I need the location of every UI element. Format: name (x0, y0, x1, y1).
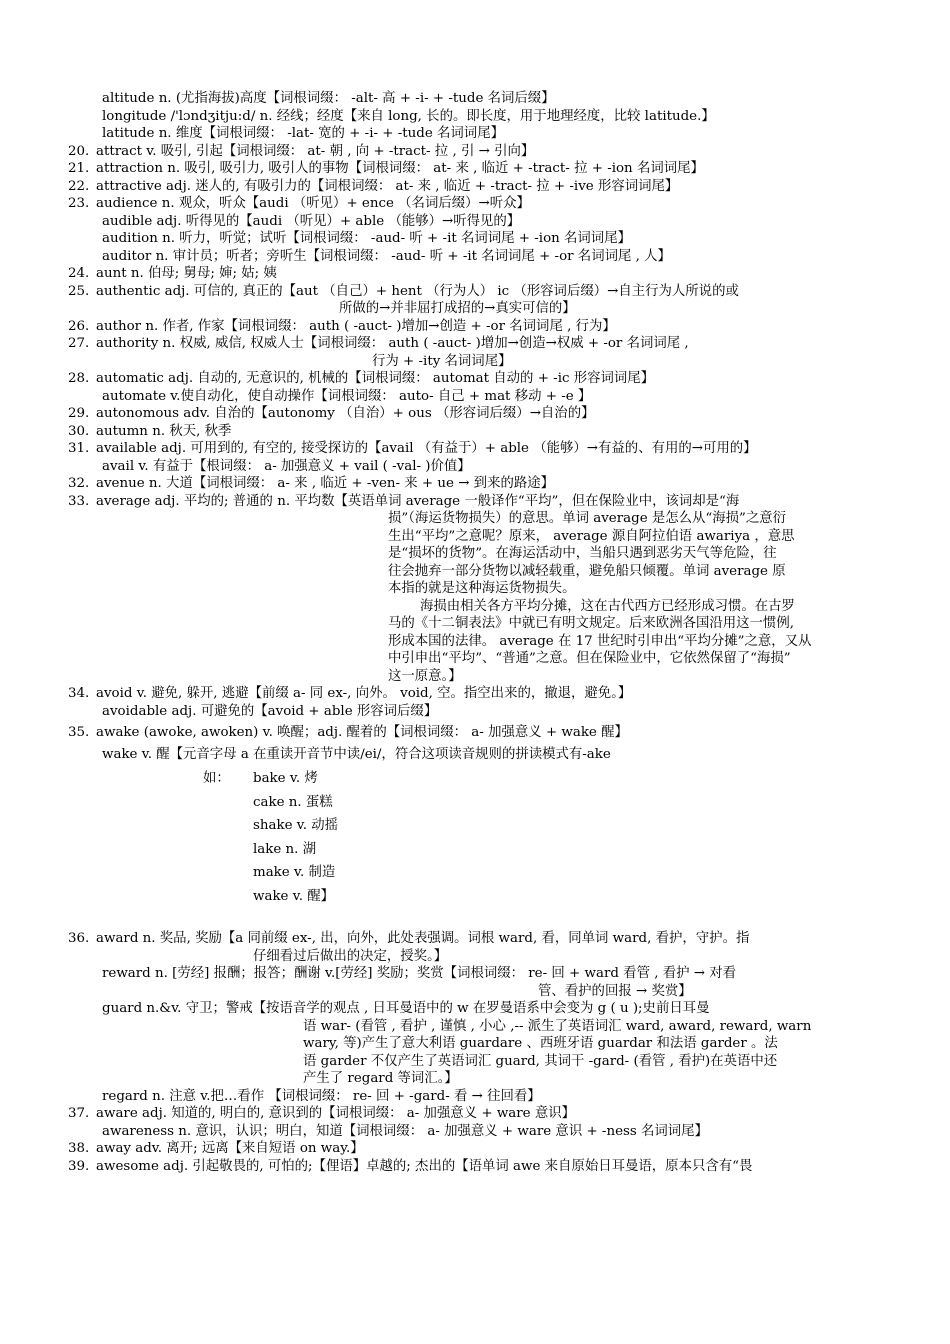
sub-entry-text: reward n. [劳经] 报酬；报答；酬谢 v.[劳经] 奖励；奖赏【词根词缀： re- 回 + ward 看管 , 看护 → 对看 (102, 966, 737, 981)
example-word: make v. 制造 (253, 865, 336, 880)
entry-text: aware adj. 知道的, 明白的, 意识到的【词根词缀： a- 加强意义 + ware 意识】 (96, 1106, 576, 1121)
continuation-text: 语 garder 不仅产生了英语词汇 guard, 其词干 -gard- (看管 , 看护)在英语中还 (303, 1053, 778, 1069)
sub-entry-text: longitude /'lɔndʒitju:d/ n. 经线；经度【来自 long, 长的。即长度，用于地理经度，比较 latitude.】 (102, 108, 715, 124)
entry-line (0, 685, 950, 703)
entry-number: 25. (68, 283, 90, 299)
entry-line (0, 265, 950, 283)
continuation-line (0, 563, 950, 581)
sub-entry-line (0, 1088, 950, 1106)
entry-line (0, 143, 950, 161)
entry-line (0, 1158, 950, 1176)
entry-line (0, 405, 950, 423)
vocabulary-document (0, 90, 950, 1175)
example-word: shake v. 动摇 (253, 818, 339, 833)
entry-text: available adj. 可用到的, 有空的, 接受探访的【avail （有益于）+ able （能够）→有益的、有用的→可用的】 (96, 441, 757, 456)
entry-line (0, 930, 950, 948)
entry-text: author n. 作者, 作家【词根词缀： auth ( -auct- )增加→创造 + -or 名词词尾 , 行为】 (96, 318, 616, 334)
continuation-line (0, 1053, 950, 1071)
entry-line (0, 493, 950, 511)
continuation-line (0, 615, 950, 633)
entry-number: 24. (68, 266, 90, 281)
continuation-line (0, 948, 950, 966)
sub-entry-line (0, 703, 950, 721)
entry-line (0, 423, 950, 441)
entry-text: attractive adj. 迷人的, 有吸引力的【词根词缀： at- 来 , 临近 + -tract- 拉 + -ive 形容词词尾】 (96, 178, 679, 194)
continuation-line (0, 598, 950, 616)
continuation-text: 往会抛弃一部分货物以减轻载重，避免船只倾覆。单词 average 原 (388, 563, 786, 579)
entry-number: 34. (68, 686, 90, 701)
entry-number: 36. (68, 931, 90, 946)
sub-entry-text: automate v.使自动化，使自动操作【词根词缀： auto- 自己 + mat 移动 + -e 】 (102, 388, 592, 404)
entry-number: 21. (68, 161, 90, 176)
entry-text: autumn n. 秋天, 秋季 (96, 423, 232, 439)
example-line (0, 767, 950, 791)
continuation-text: wary, 等)产生了意大利语 guardare 、西班牙语 guardar 和法语 garder 。法 (303, 1036, 778, 1051)
example-word: cake n. 蛋糕 (253, 794, 333, 810)
example-line (0, 814, 950, 838)
continuation-text: 这一原意。】 (388, 668, 462, 684)
entry-line (0, 1140, 950, 1158)
sub-entry-line (0, 388, 950, 406)
continuation-line (0, 510, 950, 528)
entry-number: 22. (68, 178, 90, 194)
example-line (0, 838, 950, 862)
entry-text: aunt n. 伯母; 舅母; 婶; 姑; 姨 (96, 266, 277, 281)
continuation-text: 马的《十二铜表法》中就已有明文规定。后来欧洲各国沿用这一惯例, (388, 616, 794, 631)
sub-entry-line (0, 125, 950, 143)
entry-text: avoid v. 避免, 躲开, 逃避【前缀 a- 同 ex-, 向外。 void, 空。指空出来的，撤退，避免。】 (96, 686, 632, 701)
entry-line (0, 178, 950, 196)
entry-line (0, 160, 950, 178)
sub-entry-text: guard n.&v. 守卫；警戒【按语音学的观点 , 日耳曼语中的 w 在罗曼语系中会变为 g ( u );史前日耳曼 (102, 1001, 710, 1016)
continuation-text: 产生了 regard 等词汇。】 (303, 1071, 458, 1086)
continuation-text: 仔细看过后做出的决定，授奖。】 (253, 948, 448, 964)
sub-entry-text: avail v. 有益于【根词缀： a- 加强意义 + vail ( -val- )价值】 (102, 458, 471, 474)
example-word: wake v. 醒】 (253, 888, 335, 904)
entry-line (0, 475, 950, 493)
entry-text: awake (awoke, awoken) v. 唤醒；adj. 醒着的【词根词缀： a- 加强意义 + wake 醒】 (96, 725, 628, 740)
example-line (0, 861, 950, 885)
continuation-text: 管、看护的回报 → 奖赏】 (538, 983, 692, 999)
example-line (0, 885, 950, 909)
sub-entry-line (0, 90, 950, 108)
sub-entry-text: audible adj. 听得见的【audi （听见）+ able （能够）→听得见的】 (102, 213, 521, 229)
entry-text: automatic adj. 自动的, 无意识的, 机械的【词根词缀： automat 自动的 + -ic 形容词词尾】 (96, 371, 655, 386)
entry-number: 20. (68, 143, 90, 159)
continuation-line (0, 528, 950, 546)
entry-text: awesome adj. 引起敬畏的, 可怕的;【俚语】卓越的; 杰出的【语单词 awe 来自原始日耳曼语，原本只含有“畏 (96, 1158, 753, 1174)
sub-entry-line (0, 230, 950, 248)
entry-line (0, 283, 950, 301)
sub-entry-text: audition n. 听力，听觉；试听【词根词缀： -aud- 听 + -it 名词词尾 + -ion 名词词尾】 (102, 231, 631, 246)
continuation-line (0, 545, 950, 563)
continuation-line (0, 633, 950, 651)
entry-line (0, 440, 950, 458)
example-line (0, 791, 950, 815)
entry-number: 28. (68, 371, 90, 386)
continuation-text: 生出“平均”之意呢？原来， average 源自阿拉伯语 awariya ，意思 (388, 528, 795, 544)
entry-number: 31. (68, 441, 90, 456)
entry-line (0, 370, 950, 388)
entry-text: authentic adj. 可信的, 真正的【aut （自己）+ hent （行为人） ic （形容词后缀）→自主行为人所说的或 (96, 283, 739, 299)
entry-number: 37. (68, 1106, 90, 1121)
continuation-text: 是“损坏的货物”。在海运活动中，当船只遇到恶劣天气等危险，往 (388, 546, 777, 561)
entry-number: 33. (68, 493, 90, 509)
example-label: 如： (203, 771, 230, 786)
continuation-text: 语 war- (看管 , 看护 , 谨慎 , 小心 ,-- 派生了英语词汇 ward, award, reward, warn (303, 1018, 812, 1034)
entry-text: award n. 奖品, 奖励【a 同前缀 ex-, 出，向外，此处表强调。词根 ward, 看，同单词 ward, 看护，守护。指 (96, 931, 750, 946)
continuation-text: 行为 + -ity 名词词尾】 (372, 353, 512, 369)
entry-text: away adv. 离开; 远离【来自短语 on way.】 (96, 1141, 364, 1156)
continuation-text: 中引申出“平均”、“普通”之意。但在保险业中，它依然保留了“海损” (388, 651, 791, 666)
sub-entry-line (0, 746, 950, 764)
continuation-text: 损”（海运货物损失）的意思。单词 average 是怎么从“海损”之意衍 (388, 511, 787, 526)
continuation-line (0, 650, 950, 668)
entry-text: authority n. 权威, 威信, 权威人士【词根词缀： auth ( -auct- )增加→创造→权威 + -or 名词词尾 , (96, 336, 689, 351)
continuation-line (0, 580, 950, 598)
entry-text: avenue n. 大道【词根词缀： a- 来 , 临近 + -ven- 来 + ue → 到来的路途】 (96, 476, 555, 491)
sub-entry-line (0, 1000, 950, 1018)
sub-entry-line (0, 108, 950, 126)
continuation-text: 海损由相关各方平均分摊，这在古代西方已经形成习惯。在古罗 (420, 598, 795, 614)
entry-number: 26. (68, 318, 90, 334)
example-word: lake n. 湖 (253, 841, 317, 857)
sub-entry-text: regard n. 注意 v.把…看作 【词根词缀： re- 回 + -gard- 看 → 往回看】 (102, 1088, 541, 1104)
continuation-line (0, 983, 950, 1001)
sub-entry-line (0, 1123, 950, 1141)
entry-line (0, 1105, 950, 1123)
sub-entry-text: altitude n. (尤指海拔)高度【词根词缀： -alt- 高 + -i- + -tude 名词后缀】 (102, 91, 555, 106)
entry-text: attract v. 吸引, 引起【词根词缀： at- 朝 , 向 + -tract- 拉 , 引 → 引向】 (96, 143, 535, 159)
example-word: bake v. 烤 (253, 771, 318, 786)
entry-number: 27. (68, 336, 90, 351)
continuation-text: 所做的→并非屈打成招的→真实可信的】 (339, 301, 576, 316)
continuation-line (0, 353, 950, 371)
sub-entry-text: wake v. 醒【元音字母 a 在重读开音节中读/ei/，符合这项读音规则的拼读模式有-ake (102, 746, 611, 762)
entry-number: 39. (68, 1158, 90, 1174)
entry-number: 29. (68, 406, 90, 421)
continuation-text: 形成本国的法律。 average 在 17 世纪时引申出“平均分摊”之意，又从 (388, 633, 812, 649)
continuation-line (0, 668, 950, 686)
entry-text: average adj. 平均的; 普通的 n. 平均数【英语单词 average 一般译作“平均”，但在保险业中，该词却是“海 (96, 493, 740, 509)
sub-entry-text: latitude n. 维度【词根词缀： -lat- 宽的 + -i- + -tude 名词词尾】 (102, 126, 504, 141)
continuation-line (0, 1035, 950, 1053)
entry-number: 38. (68, 1141, 90, 1156)
sub-entry-line (0, 213, 950, 231)
sub-entry-text: auditor n. 审计员；听者；旁听生【词根词缀： -aud- 听 + -it 名词词尾 + -or 名词词尾 , 人】 (102, 248, 671, 264)
entry-line (0, 195, 950, 213)
entry-text: autonomous adv. 自治的【autonomy （自治）+ ous （形容词后缀）→自治的】 (96, 406, 595, 421)
continuation-line (0, 1018, 950, 1036)
continuation-text: 本指的就是这种海运货物损失。 (388, 581, 576, 596)
sub-entry-line (0, 965, 950, 983)
entry-number: 30. (68, 423, 90, 439)
sub-entry-line (0, 248, 950, 266)
entry-number: 23. (68, 196, 90, 211)
entry-text: audience n. 观众，听众【audi （听见）+ ence （名词后缀）→听众】 (96, 196, 530, 211)
entry-line (0, 335, 950, 353)
entry-number: 35. (68, 725, 90, 740)
entry-text: attraction n. 吸引, 吸引力, 吸引人的事物【词根词缀： at- 来 , 临近 + -tract- 拉 + -ion 名词词尾】 (96, 161, 704, 176)
entry-number: 32. (68, 476, 90, 491)
entry-line (0, 318, 950, 336)
entry-line (0, 724, 950, 742)
sub-entry-text: awareness n. 意识，认识；明白，知道【词根词缀： a- 加强意义 + ware 意识 + -ness 名词词尾】 (102, 1123, 708, 1139)
sub-entry-text: avoidable adj. 可避免的【avoid + able 形容词后缀】 (102, 703, 438, 719)
continuation-line (0, 300, 950, 318)
sub-entry-line (0, 458, 950, 476)
continuation-line (0, 1070, 950, 1088)
